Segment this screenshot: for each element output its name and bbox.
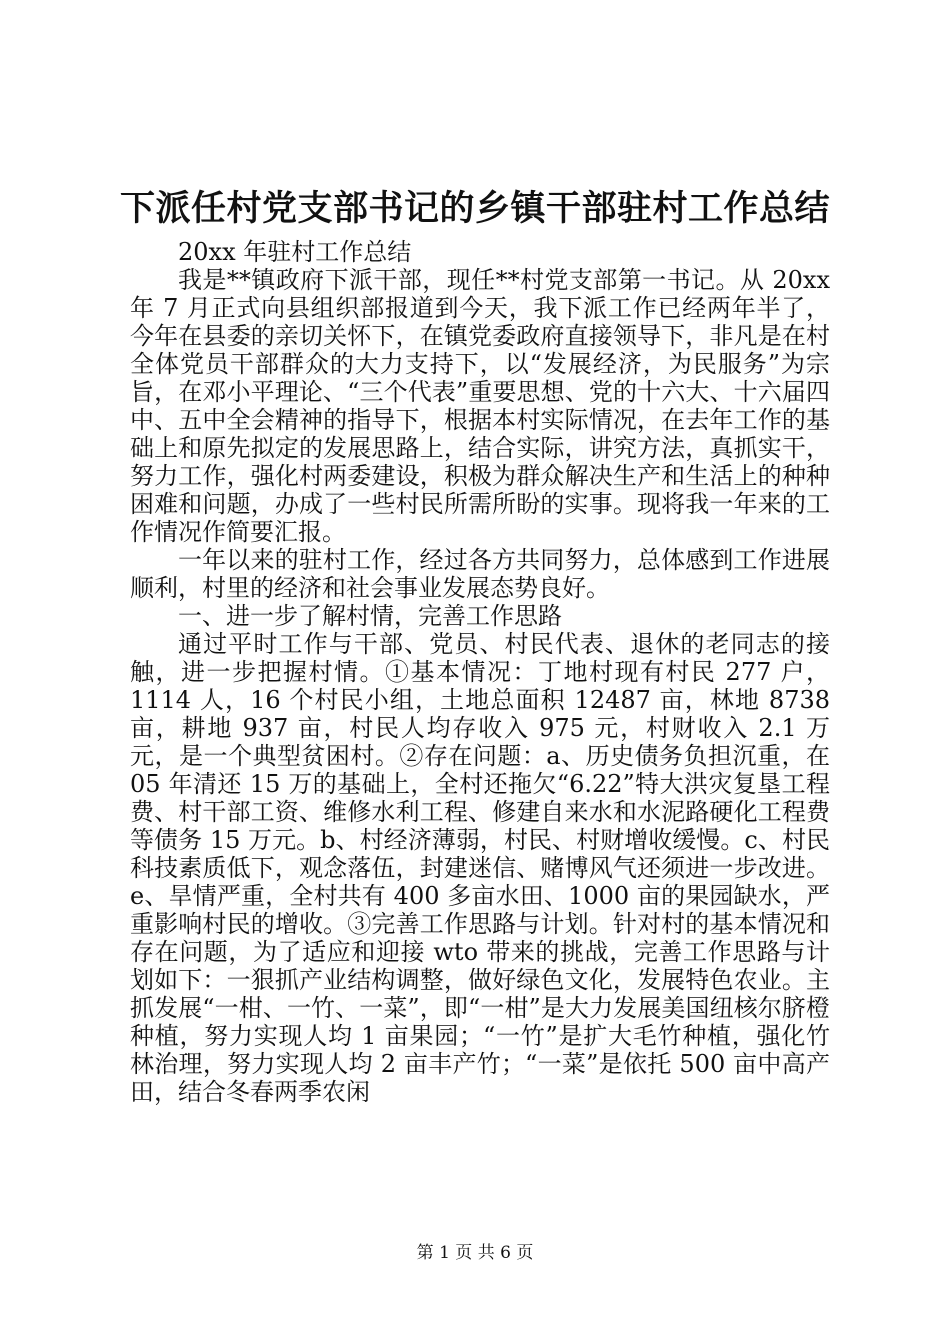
document-title: 下派任村党支部书记的乡镇干部驻村工作总结 <box>119 188 830 229</box>
summary-paragraph: 一年以来的驻村工作，经过各方共同努力，总体感到工作进展顺利，村里的经济和社会事业发展态势良好。 <box>130 546 830 602</box>
document-body <box>130 238 830 1106</box>
page-footer: 第 1 页 共 6 页 <box>416 1243 534 1263</box>
intro-paragraph: 我是**镇政府下派干部，现任**村党支部第一书记。从 20xx 年 7 月正式向县组织部报道到今天，我下派工作已经两年半了，今年在县委的亲切关怀下，在镇党委政府直接领导下，非凡是在村全体党员干部群众的大力支持下，以“发展经济，为民服务”为宗旨，在邓小平理论、“三个代表”重要思想、党的十六大、十六届四中、五中全会精神的指导下，根据本村实际情况，在去年工作的基础上和原先拟定的发展思路上，结合实际，讲究方法，真抓实干，努力工作，强化村两委建设，积极为群众解决生产和生活上的种种困难和问题，办成了一些村民所需所盼的实事。现将我一年来的工作情况作简要汇报。 <box>130 266 830 546</box>
subtitle-paragraph: 20xx 年驻村工作总结 <box>178 238 412 266</box>
section-heading: 一、进一步了解村情，完善工作思路 <box>178 602 562 630</box>
section-paragraph: 通过平时工作与干部、党员、村民代表、退休的老同志的接触，进一步把握村情。①基本情况：丁地村现有村民 277 户，1114 人，16 个村民小组，土地总面积 12487 亩，林地 8738 亩，耕地 937 亩，村民人均存收入 975 元，村财收入 2.1 万元，是一个典型贫困村。②存在问题：a、历史债务负担沉重，在 05 年清还 15 万的基础上，全村还拖欠“6.22”特大洪灾复垦工程费、村干部工资、维修水利工程、修建自来水和水泥路硬化工程费等债务 15 万元。b、村经济薄弱，村民、村财增收缓慢。c、村民科技素质低下，观念落伍，封建迷信、赌博风气还须进一步改进。e、旱情严重，全村共有 400 多亩水田、1000 亩的果园缺水，严重影响村民的增收。③完善工作思路与计划。针对村的基本情况和存在问题，为了适应和迎接 wto 带来的挑战，完善工作思路与计划如下：一狠抓产业结构调整，做好绿色文化，发展特色农业。主抓发展“一柑、一竹、一菜”，即“一柑”是大力发展美国纽核尔脐橙种植，努力实现人均 1 亩果园；“一竹”是扩大毛竹种植，强化竹林治理，努力实现人均 2 亩丰产竹；“一菜”是依托 500 亩中高产田，结合冬春两季农闲 <box>130 630 830 1106</box>
